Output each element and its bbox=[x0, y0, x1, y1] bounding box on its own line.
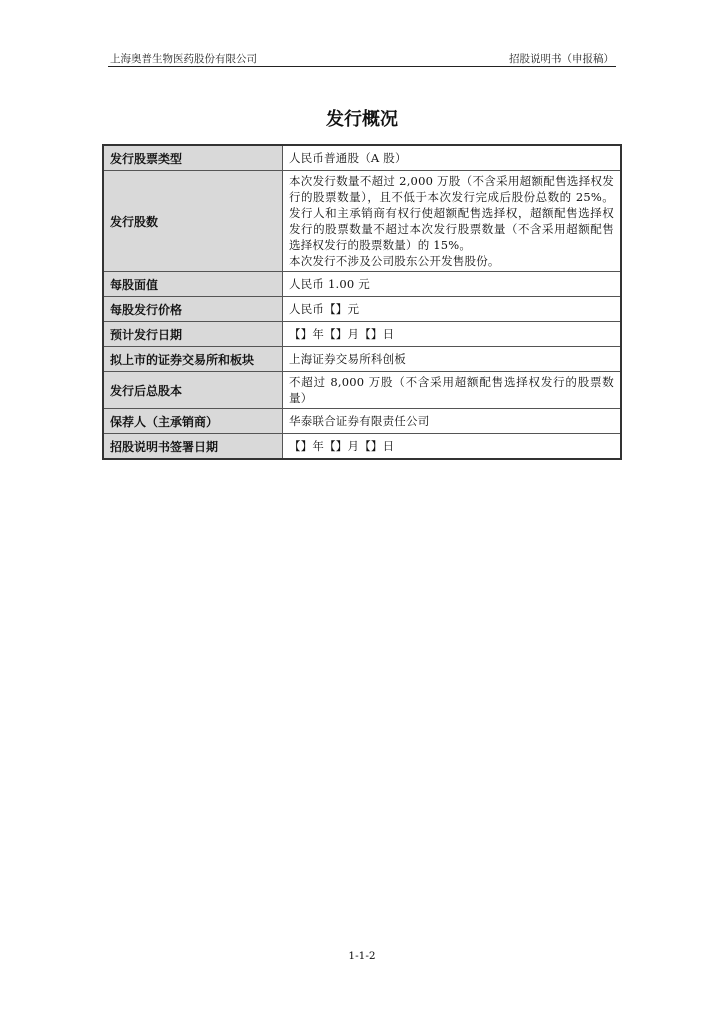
header-divider bbox=[108, 66, 616, 67]
value-paragraph: 本次发行不涉及公司股东公开发售股份。 bbox=[289, 254, 500, 268]
table-row bbox=[103, 297, 621, 322]
row-label: 招股说明书签署日期 bbox=[103, 434, 283, 460]
row-value bbox=[283, 171, 622, 272]
value-paragraph: 人民币 1.00 元 bbox=[289, 277, 370, 291]
row-label: 每股面值 bbox=[103, 272, 283, 297]
value-paragraph: 上海证券交易所科创板 bbox=[289, 352, 406, 366]
value-paragraph: 人民币【】元 bbox=[289, 302, 360, 316]
row-label: 每股发行价格 bbox=[103, 297, 283, 322]
value-paragraph: 本次发行数量不超过 2,000 万股（不含采用超额配售选择权发行的股票数量），且不低于本次发行完成后股份总数的 25%。发行人和主承销商有权行使超额配售选择权，超额配售选择权发行的股票数量不超过本次发行股票数量（不含采用超额配售选择权发行的股票数量）的 15%。 bbox=[289, 174, 614, 252]
issuance-overview-table bbox=[102, 144, 622, 460]
row-value bbox=[283, 322, 622, 347]
table-row bbox=[103, 409, 621, 434]
row-value bbox=[283, 297, 622, 322]
table-row bbox=[103, 322, 621, 347]
row-label: 保荐人（主承销商） bbox=[103, 409, 283, 434]
row-value bbox=[283, 347, 622, 372]
value-paragraph: 【】年【】月【】日 bbox=[289, 439, 395, 453]
table-row bbox=[103, 434, 621, 460]
row-value bbox=[283, 434, 622, 460]
row-value bbox=[283, 145, 622, 171]
header-document-type: 招股说明书（申报稿） bbox=[509, 53, 614, 65]
row-label: 预计发行日期 bbox=[103, 322, 283, 347]
row-label: 拟上市的证券交易所和板块 bbox=[103, 347, 283, 372]
header-company-name: 上海奥普生物医药股份有限公司 bbox=[110, 53, 257, 65]
table-row bbox=[103, 372, 621, 409]
value-paragraph: 不超过 8,000 万股（不含采用超额配售选择权发行的股票数量） bbox=[289, 375, 614, 405]
table-row bbox=[103, 272, 621, 297]
table-row bbox=[103, 171, 621, 272]
table-row bbox=[103, 145, 621, 171]
row-label: 发行股票类型 bbox=[103, 145, 283, 171]
table-row bbox=[103, 347, 621, 372]
value-paragraph: 【】年【】月【】日 bbox=[289, 327, 395, 341]
row-label: 发行后总股本 bbox=[103, 372, 283, 409]
page-title: 发行概况 bbox=[326, 109, 398, 130]
value-paragraph: 华泰联合证券有限责任公司 bbox=[289, 414, 430, 428]
value-paragraph: 人民币普通股（A 股） bbox=[289, 151, 407, 165]
row-value bbox=[283, 272, 622, 297]
page-number: 1-1-2 bbox=[348, 950, 376, 962]
row-value bbox=[283, 372, 622, 409]
row-value bbox=[283, 409, 622, 434]
row-label: 发行股数 bbox=[103, 171, 283, 272]
